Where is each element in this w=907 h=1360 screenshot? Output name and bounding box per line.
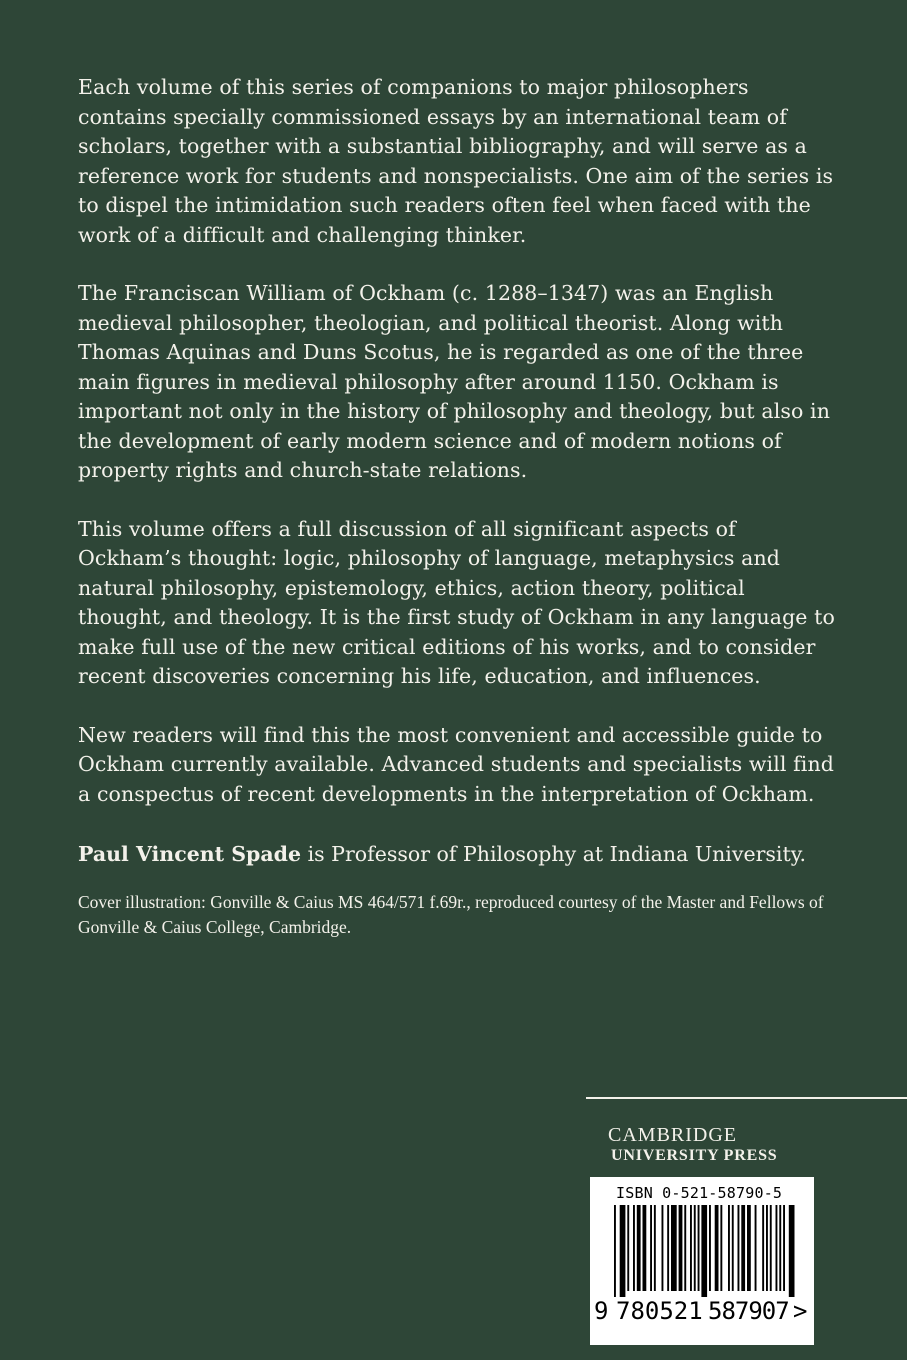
cover-illustration-credit: Cover illustration: Gonville & Caius MS 464/571 f.69r., reproduced courtesy of the Master and Fellows of Gonville & Caius College, Cambridge. — [78, 892, 824, 937]
barcode-bar — [633, 1205, 635, 1291]
barcode-digits — [590, 1297, 814, 1337]
barcode-bar — [766, 1205, 768, 1291]
blurb-paragraph-series: Each volume of this series of companions to major philosophers contains specially commissioned essays by an international team of scholars, together with a substantial bibliography, and will serve as a reference work for students and nonspecialists. One aim of the series is to dispel the intimidation such readers often feel when faced with the work of a difficult and challenging thinker. — [78, 75, 834, 247]
barcode-bar — [741, 1205, 745, 1291]
barcode-bar — [627, 1205, 629, 1291]
barcode-bar — [650, 1205, 652, 1291]
barcode-bar — [709, 1205, 711, 1291]
barcode-bar — [684, 1205, 686, 1291]
barcode-bar — [667, 1205, 669, 1291]
barcode-bar — [614, 1205, 616, 1297]
barcode-bar — [694, 1205, 696, 1291]
blurb-paragraph-volume: This volume offers a full discussion of all significant aspects of Ockham’s thought: logic, philosophy of language, metaphysics and natural philosophy, epistemology, ethics, action theory, political thought, and theology. It is the first study of Ockham in any language to make full use of the new critical editions of his works, and to consider recent discoveries concerning his life, education, and influences. — [78, 516, 835, 688]
barcode-bar — [747, 1205, 751, 1291]
barcode-bar — [690, 1205, 692, 1291]
blurb-paragraph-readers: New readers will find this the most convenient and accessible guide to Ockham currently available. Advanced students and specialists will find a conspectus of recent developments in the interpretation of Ockham. — [78, 722, 834, 806]
barcode-bar — [643, 1205, 647, 1291]
barcode-bar — [698, 1205, 700, 1291]
author-description: is Professor of Philosophy at Indiana University. — [301, 842, 807, 866]
barcode-bar — [701, 1205, 707, 1297]
barcode-bar — [762, 1205, 764, 1291]
barcode-bar — [671, 1205, 677, 1291]
barcode-left-digits: 780521 — [616, 1297, 703, 1325]
barcode-bar — [783, 1205, 785, 1291]
author-bio — [78, 840, 838, 870]
barcode-bar — [770, 1205, 772, 1291]
barcode-bar — [637, 1205, 641, 1291]
barcode-bar — [755, 1205, 757, 1291]
barcode-right-digits: 587907 — [708, 1297, 789, 1325]
barcode-bar — [679, 1205, 683, 1291]
barcode-bar — [620, 1205, 626, 1297]
isbn-number: ISBN 0-521-58790-5 — [616, 1184, 783, 1202]
isbn-barcode — [590, 1177, 814, 1345]
barcode-bar — [728, 1205, 730, 1291]
barcode-bars — [612, 1205, 798, 1297]
barcode-bar — [779, 1205, 781, 1291]
barcode-bar — [715, 1205, 719, 1291]
publisher-name: cambridge — [608, 1116, 738, 1148]
barcode-trailing-mark: > — [793, 1297, 808, 1325]
barcode-bar — [654, 1205, 656, 1291]
barcode-bar — [738, 1205, 740, 1291]
barcode-bar — [732, 1205, 734, 1291]
publisher-subtitle: UNIVERSITY PRESS — [611, 1147, 778, 1164]
author-name: Paul Vincent Spade — [78, 842, 302, 866]
barcode-bar — [776, 1205, 778, 1291]
publisher-logo — [586, 1097, 907, 1165]
barcode-bar — [662, 1205, 664, 1291]
barcode-lead-digit: 9 — [594, 1297, 609, 1325]
back-cover-blurb — [78, 73, 838, 809]
barcode-bar — [720, 1205, 722, 1291]
barcode-bar — [789, 1205, 795, 1297]
blurb-paragraph-ockham: The Franciscan William of Ockham (c. 1288–1347) was an English medieval philosopher, theologian, and political theorist. Along with Thomas Aquinas and Duns Scotus, he is regarded as one of the three main figures in medieval philosophy after around 1150. Ockham is important not only in the history of philosophy and theology, but also in the development of early modern science and of modern notions of property rights and church-state relations. — [78, 281, 830, 482]
